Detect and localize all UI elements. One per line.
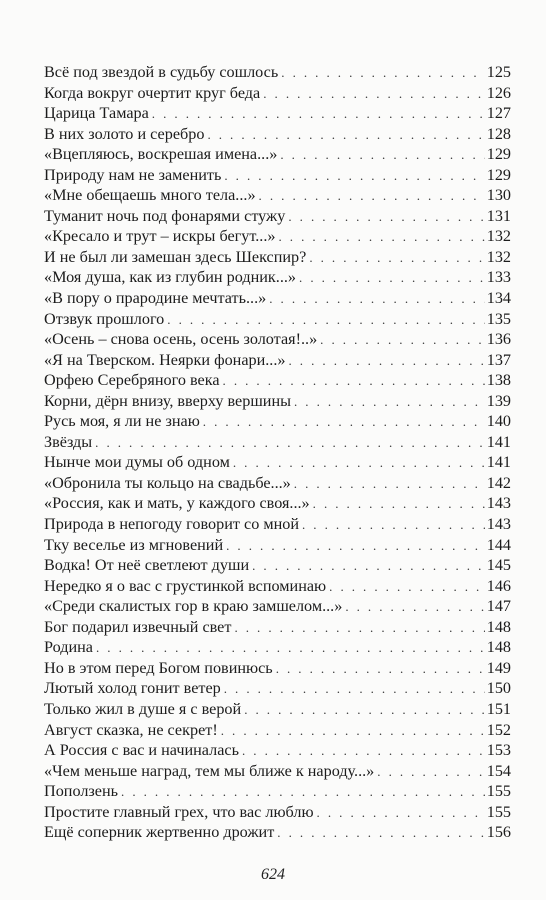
- dot-leader: [329, 577, 485, 598]
- dot-leader: [294, 474, 485, 495]
- dot-leader: [207, 125, 484, 146]
- dot-leader: [317, 803, 485, 824]
- toc-entry-title: И не был ли замешан здесь Шекспир?: [44, 247, 307, 266]
- toc-entry-page: 131: [486, 206, 511, 225]
- toc-entry-title: Орфею Серебряного века: [44, 371, 220, 390]
- toc-entry-page: 143: [486, 494, 511, 513]
- toc-entry: [44, 267, 511, 288]
- toc-entry: [44, 329, 511, 350]
- toc-entry: [44, 514, 511, 535]
- toc-entry-page: 134: [486, 289, 511, 308]
- toc-entry-page: 152: [486, 720, 511, 739]
- toc-entry: [44, 185, 511, 206]
- toc-entry-page: 125: [486, 63, 511, 81]
- toc-entry: [44, 206, 511, 227]
- toc-entry-page: 133: [486, 268, 511, 287]
- toc-entry: [44, 391, 511, 412]
- toc-entry: [44, 226, 511, 247]
- dot-leader: [152, 104, 485, 125]
- toc-entry-page: 135: [486, 309, 511, 328]
- toc-entry: [44, 144, 511, 165]
- dot-leader: [278, 227, 484, 248]
- toc-entry-title: Русь моя, я ли не знаю: [44, 412, 200, 431]
- dot-leader: [244, 700, 485, 721]
- toc-entry-page: 155: [486, 782, 511, 801]
- toc-entry: [44, 658, 511, 679]
- toc-entry-title: А Россия с вас и начиналась: [44, 741, 239, 760]
- toc-entry-title: Природу нам не заменить: [44, 165, 222, 184]
- toc-entry: [44, 473, 511, 494]
- toc-entry: [44, 576, 511, 597]
- toc-entry-title: Звёзды: [44, 432, 93, 451]
- toc-entry: [44, 617, 511, 638]
- toc-entry: [44, 309, 511, 330]
- toc-entry: [44, 637, 511, 658]
- toc-entry-page: 137: [486, 350, 511, 369]
- dot-leader: [259, 186, 485, 207]
- dot-leader: [221, 721, 485, 742]
- toc-entry-page: 147: [486, 597, 511, 616]
- toc-entry: [44, 350, 511, 371]
- dot-leader: [233, 453, 485, 474]
- toc-entry: [44, 83, 511, 104]
- toc-entry-title: Всё под звездой в судьбу сошлось: [44, 63, 279, 81]
- dot-leader: [280, 145, 484, 166]
- toc-entry-page: 130: [486, 186, 511, 205]
- dot-leader: [288, 207, 484, 228]
- toc-entry-title: Лютый холод гонит ветер: [44, 679, 221, 698]
- toc-entry: [44, 247, 511, 268]
- dot-leader: [377, 762, 484, 783]
- dot-leader: [234, 618, 484, 639]
- toc-entry-page: 132: [486, 227, 511, 246]
- table-of-contents: [44, 62, 511, 843]
- dot-leader: [95, 433, 485, 454]
- dot-leader: [242, 741, 485, 762]
- toc-entry-page: 150: [486, 679, 511, 698]
- toc-entry: [44, 781, 511, 802]
- toc-entry: [44, 103, 511, 124]
- toc-entry-title: Только жил в душе я с верой: [44, 699, 242, 718]
- toc-entry-page: 144: [486, 535, 511, 554]
- toc-entry-page: 140: [486, 412, 511, 431]
- toc-entry: [44, 555, 511, 576]
- toc-entry: [44, 822, 511, 843]
- toc-entry-title: «В пору о прародине мечтать...»: [44, 289, 267, 308]
- toc-entry-title: Туманит ночь под фонарями стужу: [44, 206, 286, 225]
- toc-entry: [44, 535, 511, 556]
- dot-leader: [203, 412, 485, 433]
- toc-entry-page: 129: [486, 165, 511, 184]
- toc-entry-page: 151: [486, 699, 511, 718]
- toc-entry-page: 128: [486, 124, 511, 143]
- toc-entry-title: Бог подарил извечный свет: [44, 617, 232, 636]
- toc-entry-page: 132: [486, 247, 511, 266]
- toc-entry: [44, 124, 511, 145]
- toc-entry: [44, 740, 511, 761]
- dot-leader: [96, 638, 485, 659]
- toc-entry-title: «Осень – снова осень, осень золотая!..»: [44, 330, 318, 349]
- toc-entry-title: Простите главный грех, что вас люблю: [44, 802, 314, 821]
- toc-entry-title: «Среди скалистых гор в краю замшелом...»: [44, 597, 343, 616]
- toc-entry: [44, 699, 511, 720]
- dot-leader: [289, 351, 485, 372]
- toc-entry-title: Родина: [44, 638, 93, 657]
- dot-leader: [277, 823, 484, 844]
- dot-leader: [345, 597, 484, 618]
- toc-entry: [44, 411, 511, 432]
- toc-entry-title: Водка! От неё светлеют души: [44, 556, 250, 575]
- toc-entry-title: Но в этом перед Богом повинюсь: [44, 658, 273, 677]
- toc-entry: [44, 432, 511, 453]
- toc-entry-page: 146: [486, 576, 511, 595]
- toc-entry-title: Тку веселье из мгновений: [44, 535, 224, 554]
- toc-entry-page: 149: [486, 658, 511, 677]
- toc-entry-title: «Мне обещаешь много тела...»: [44, 186, 256, 205]
- toc-entry-page: 129: [486, 145, 511, 164]
- toc-entry: [44, 288, 511, 309]
- toc-entry-page: 148: [486, 617, 511, 636]
- dot-leader: [224, 166, 484, 187]
- dot-leader: [269, 289, 485, 310]
- dot-leader: [223, 371, 485, 392]
- toc-entry-page: 148: [486, 638, 511, 657]
- toc-entry-title: Когда вокруг очертит круг беда: [44, 83, 261, 102]
- toc-entry: [44, 493, 511, 514]
- toc-entry-title: «Чем меньше наград, тем мы ближе к народу...»: [44, 761, 375, 780]
- dot-leader: [167, 310, 484, 331]
- toc-entry: [44, 802, 511, 823]
- toc-entry: [44, 720, 511, 741]
- toc-entry: [44, 62, 511, 83]
- page-number: 624: [261, 866, 285, 883]
- toc-entry-page: 141: [486, 432, 511, 451]
- toc-entry-title: В них золото и серебро: [44, 124, 205, 143]
- toc-entry: [44, 370, 511, 391]
- toc-entry: [44, 678, 511, 699]
- dot-leader: [294, 392, 485, 413]
- dot-leader: [320, 330, 485, 351]
- toc-entry: [44, 761, 511, 782]
- dot-leader: [299, 268, 485, 289]
- toc-entry-title: Царица Тамара: [44, 104, 149, 123]
- dot-leader: [313, 494, 485, 515]
- toc-entry-title: Отзвук прошлого: [44, 309, 165, 328]
- toc-entry-page: 136: [486, 330, 511, 349]
- toc-entry-title: Ещё соперник жертвенно дрожит: [44, 823, 275, 842]
- dot-leader: [224, 679, 485, 700]
- toc-entry-title: «Вцепляюсь, воскрешая имена...»: [44, 145, 278, 164]
- toc-entry-page: 154: [486, 761, 511, 780]
- toc-entry-page: 145: [486, 556, 511, 575]
- toc-entry-page: 142: [486, 473, 511, 492]
- dot-leader: [263, 84, 485, 105]
- toc-entry-title: «Кресало и трут – искры бегут...»: [44, 227, 276, 246]
- toc-entry: [44, 452, 511, 473]
- toc-entry: [44, 596, 511, 617]
- toc-entry-title: Август сказка, не секрет!: [44, 720, 218, 739]
- toc-entry-page: 126: [486, 83, 511, 102]
- dot-leader: [252, 556, 485, 577]
- dot-leader: [281, 63, 484, 84]
- toc-entry-title: «Я на Тверском. Неярки фонари...»: [44, 350, 286, 369]
- toc-entry-title: «Моя душа, как из глубин родник...»: [44, 268, 297, 287]
- toc-entry-title: Корни, дёрн внизу, вверху вершины: [44, 391, 291, 410]
- toc-entry-page: 143: [486, 515, 511, 534]
- toc-entry-page: 155: [486, 802, 511, 821]
- toc-entry-page: 139: [486, 391, 511, 410]
- dot-leader: [276, 659, 485, 680]
- dot-leader: [121, 782, 485, 803]
- toc-entry-page: 138: [486, 371, 511, 390]
- toc-entry-page: 141: [486, 453, 511, 472]
- toc-entry-title: «Обронила ты кольцо на свадьбе...»: [44, 473, 291, 492]
- toc-entry-page: 156: [486, 823, 511, 842]
- toc-entry-title: Природа в непогоду говорит со мной: [44, 515, 299, 534]
- dot-leader: [302, 515, 485, 536]
- toc-entry-title: «Россия, как и мать, у каждого своя...»: [44, 494, 310, 513]
- dot-leader: [309, 248, 484, 269]
- toc-entry-page: 153: [486, 741, 511, 760]
- toc-entry-title: Нередко я о вас с грустинкой вспоминаю: [44, 576, 327, 595]
- dot-leader: [226, 536, 485, 557]
- toc-entry-title: Нынче мои думы об одном: [44, 453, 230, 472]
- toc-entry: [44, 165, 511, 186]
- toc-entry-title: Поползень: [44, 782, 119, 801]
- toc-entry-page: 127: [486, 104, 511, 123]
